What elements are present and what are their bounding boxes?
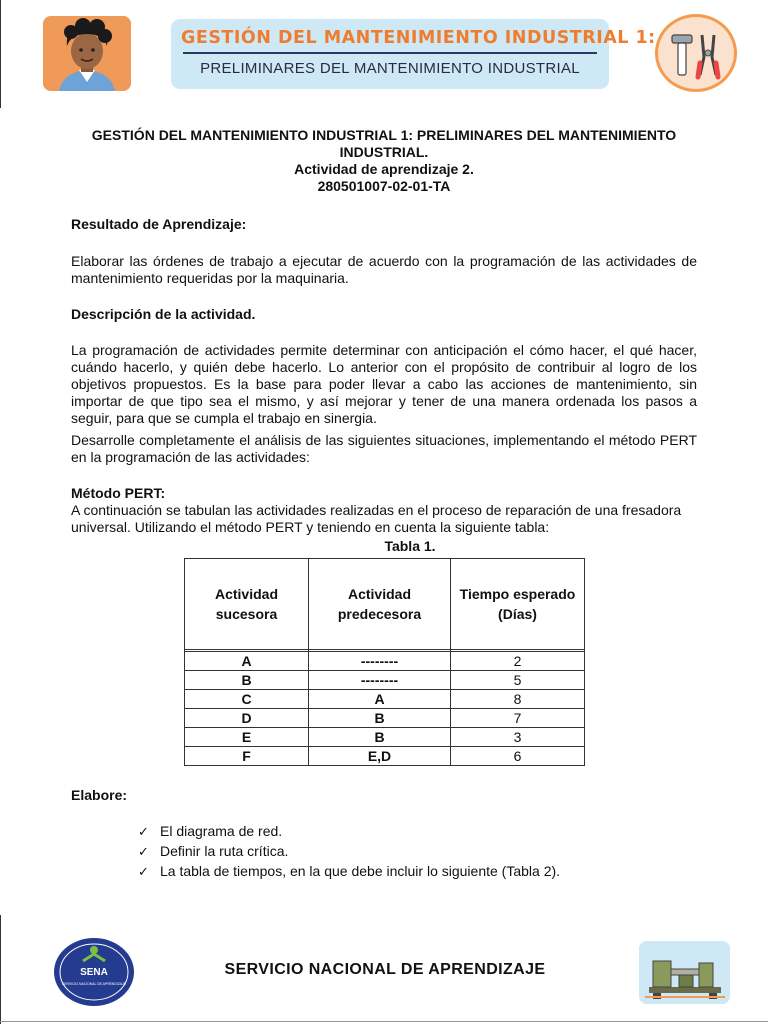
tools-icon — [655, 14, 737, 92]
resultado-heading: Resultado de Aprendizaje: — [71, 216, 247, 232]
table-caption: Tabla 1. — [384, 538, 436, 554]
sena-logo-ring-text: SERVICIO NACIONAL DE APRENDIZAJE — [61, 982, 127, 986]
activity-code: 280501007-02-01-TA — [317, 178, 451, 194]
checkmark-icon: ✓ — [138, 845, 149, 860]
title-line-2: INDUSTRIAL. — [339, 144, 429, 160]
title-line-1: GESTIÓN DEL MANTENIMIENTO INDUSTRIAL 1: PRELIMINARES DEL MANTENIMIENTO — [91, 127, 677, 143]
table-row — [185, 690, 585, 709]
checkmark-icon: ✓ — [138, 865, 149, 880]
left-border-top — [0, 0, 1, 108]
header-tiempo-esperado: Tiempo esperado (Días) — [451, 559, 585, 650]
cell-predecesora: -------- — [309, 652, 451, 671]
cell-sucesora: D — [185, 709, 309, 728]
table-row — [185, 652, 585, 671]
list-item — [138, 842, 560, 862]
pert-heading: Método PERT: — [71, 485, 166, 501]
pert-text: A continuación se tabulan las actividades realizadas en el proceso de reparación de una fresadora universal. Utilizando el método PERT y teniendo en cuenta la siguiente tabla: — [71, 502, 682, 535]
lathe-machine-illustration — [639, 941, 730, 1004]
banner-subtitle: PRELIMINARES DEL MANTENIMIENTO INDUSTRIAL — [200, 60, 580, 77]
cell-sucesora: E — [185, 728, 309, 747]
descripcion-heading: Descripción de la actividad. — [71, 306, 256, 322]
cell-sucesora: B — [185, 671, 309, 690]
desarrolle-text: Desarrolle completamente el análisis de las siguientes situaciones, implementando el método PERT en la programación de las actividades: — [71, 432, 697, 465]
bottom-border — [0, 1021, 768, 1022]
cell-tiempo: 7 — [451, 709, 585, 728]
document-title — [40, 127, 728, 195]
instructor-avatar-illustration — [43, 16, 131, 91]
cell-tiempo: 3 — [451, 728, 585, 747]
elabore-heading: Elabore: — [71, 787, 128, 803]
course-banner — [171, 19, 656, 89]
table-row — [185, 728, 585, 747]
cell-sucesora: F — [185, 747, 309, 766]
cell-sucesora: C — [185, 690, 309, 709]
table-row — [185, 747, 585, 766]
activity-label: Actividad de aprendizaje 2. — [294, 161, 474, 177]
cell-predecesora: -------- — [309, 671, 451, 690]
cell-sucesora: A — [185, 652, 309, 671]
table-row — [185, 709, 585, 728]
cell-predecesora: E,D — [309, 747, 451, 766]
list-item-text: La tabla de tiempos, en la que debe incluir lo siguiente (Tabla 2). — [160, 863, 561, 879]
sena-logo-text: SENA — [80, 967, 108, 978]
cell-tiempo: 8 — [451, 690, 585, 709]
header-actividad-predecesora: Actividad predecesora — [309, 559, 451, 650]
banner-title: GESTIÓN DEL MANTENIMIENTO INDUSTRIAL 1: — [181, 28, 656, 48]
cell-tiempo: 5 — [451, 671, 585, 690]
cell-predecesora: B — [309, 728, 451, 747]
checkmark-icon: ✓ — [138, 825, 149, 840]
sena-logo — [53, 937, 135, 1007]
cell-predecesora: B — [309, 709, 451, 728]
list-item — [138, 862, 560, 882]
resultado-text: Elaborar las órdenes de trabajo a ejecutar de acuerdo con la programación de las actividades de mantenimiento requeridas por la maquinaria. — [71, 253, 697, 286]
list-item — [138, 822, 560, 842]
header-actividad-sucesora: Actividad sucesora — [185, 559, 309, 650]
left-border-bottom — [0, 915, 1, 1024]
list-item-text: Definir la ruta crítica. — [160, 843, 289, 859]
descripcion-text: La programación de actividades permite determinar con anticipación el cómo hacer, el qué hacer, cuándo hacerlo, y quién debe hacerlo. Lo anterior con el propósito de contribuir al logro de los objetivos propuestos. Es la base para poder llevar a cabo las acciones de mantenimiento, sin importar de que tipo sea el mismo, y así mejorar y tener de una manera ordenada los pasos a seguir, para que se cumpla el trabajo en sinergia. — [71, 342, 697, 426]
cell-tiempo: 2 — [451, 652, 585, 671]
pert-activities-table — [184, 558, 585, 766]
list-item-text: El diagrama de red. — [160, 823, 283, 839]
cell-tiempo: 6 — [451, 747, 585, 766]
elabore-list — [138, 822, 560, 882]
table-header-row — [185, 559, 585, 650]
cell-predecesora: A — [309, 690, 451, 709]
table-row — [185, 671, 585, 690]
banner-divider — [183, 52, 597, 54]
footer-institution: SERVICIO NACIONAL DE APRENDIZAJE — [224, 961, 546, 978]
